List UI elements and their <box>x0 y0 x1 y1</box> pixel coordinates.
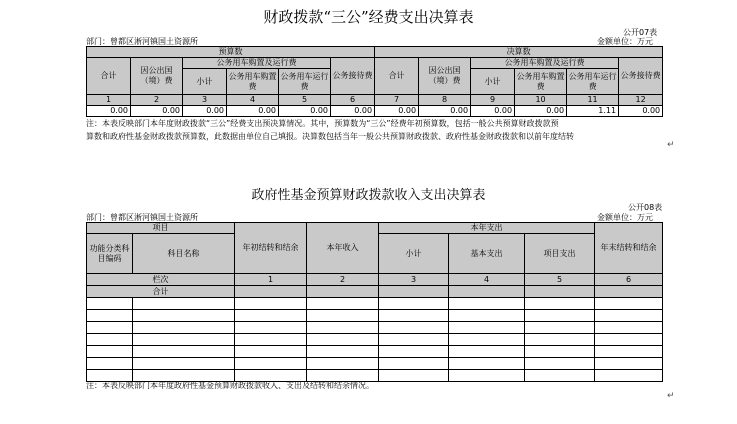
table1-dept: 部门：曾都区淅河镇国土资源所 <box>86 37 198 46</box>
col-num: 10 <box>515 95 567 106</box>
final-car-run-header: 公务用车运行费 <box>567 69 619 95</box>
col-num: 8 <box>419 95 471 106</box>
end-balance-header: 年末结转和结余 <box>595 223 663 274</box>
budget-total-header: 合计 <box>87 58 131 95</box>
budget-reception-header: 公务接待费 <box>331 58 375 95</box>
table-cell <box>379 286 449 298</box>
final-total-header: 合计 <box>375 58 419 95</box>
final-subtotal-header: 小计 <box>471 69 515 95</box>
col-num: 5 <box>279 95 331 106</box>
table1-title: 财政拨款“三公”经费支出决算表 <box>263 8 474 26</box>
paragraph-mark-icon: ↵ <box>667 391 675 401</box>
final-car-buy-header: 公务用车购置费 <box>515 69 567 95</box>
col-num: 9 <box>471 95 515 106</box>
value-cell: 0.00 <box>227 106 279 117</box>
final-reception-header: 公务接待费 <box>619 58 663 95</box>
value-cell: 0.00 <box>131 106 183 117</box>
col-num: 5 <box>525 274 595 286</box>
final-car-group-header: 公务用车购置及运行费 <box>471 58 619 69</box>
table-cell <box>449 286 525 298</box>
value-cell: 0.00 <box>419 106 471 117</box>
col-num: 12 <box>619 95 663 106</box>
final-abroad-header: 因公出国（境）费 <box>419 58 471 95</box>
col-num: 4 <box>449 274 525 286</box>
table2-dept: 部门：曾都区淅河镇国土资源所 <box>86 213 198 222</box>
col-num: 6 <box>595 274 663 286</box>
value-cell: 0.00 <box>619 106 663 117</box>
three-public-expense-table <box>86 46 663 117</box>
table-row <box>87 346 663 358</box>
col-num: 4 <box>227 95 279 106</box>
begin-balance-header: 年初结转和结余 <box>235 223 307 274</box>
col-num: 1 <box>235 274 307 286</box>
budget-abroad-header: 因公出国（境）费 <box>131 58 183 95</box>
table-cell <box>235 286 307 298</box>
table2-note: 注：本表反映部门本年度政府性基金预算财政拨款收入、支出及结转和结余情况。 <box>86 381 374 390</box>
table-row <box>87 358 663 370</box>
table1-unit: 金额单位：万元 <box>597 37 653 46</box>
subject-name-header: 科目名称 <box>133 234 235 274</box>
total-row-label: 合计 <box>87 286 235 298</box>
table1-note-line1: 注：本表反映部门本年度财政拨款“三公”经费支出预决算情况。其中，预算数为“三公”经费年初预算数，包括一般公共预算财政拨款预 <box>86 119 559 128</box>
col-num: 6 <box>331 95 375 106</box>
value-cell: 0.00 <box>471 106 515 117</box>
budget-car-buy-header: 公务用车购置费 <box>227 69 279 95</box>
col-num: 2 <box>131 95 183 106</box>
table-row <box>87 334 663 346</box>
paragraph-mark-icon: ↵ <box>667 140 675 150</box>
value-cell: 0.00 <box>279 106 331 117</box>
col-num: 11 <box>567 95 619 106</box>
col-num: 7 <box>375 95 419 106</box>
gov-fund-budget-table <box>86 222 663 382</box>
value-cell: 0.00 <box>331 106 375 117</box>
table-row <box>87 298 663 310</box>
item-header: 项目 <box>87 223 235 234</box>
budget-car-run-header: 公务用车运行费 <box>279 69 331 95</box>
final-group-header: 决算数 <box>375 47 663 58</box>
budget-car-group-header: 公务用车购置及运行费 <box>183 58 331 69</box>
value-cell: 0.00 <box>87 106 131 117</box>
func-code-header: 功能分类科目编码 <box>87 234 133 274</box>
table2-code: 公开08表 <box>628 203 663 212</box>
expense-subtotal-header: 小计 <box>379 234 449 274</box>
table-cell <box>595 286 663 298</box>
value-cell: 0.00 <box>375 106 419 117</box>
table2-unit: 金额单位：万元 <box>597 213 653 222</box>
table-cell <box>307 286 379 298</box>
col-num: 1 <box>87 95 131 106</box>
value-cell: 0.00 <box>515 106 567 117</box>
table1-code: 公开07表 <box>623 28 658 37</box>
row-no-label: 栏次 <box>87 274 235 286</box>
table1-note-line2: 算数和政府性基金财政拨款预算数，此数据由单位自己填报。决算数包括当年一般公共预算财政拨款、政府性基金财政拨款和以前年度结转 <box>86 132 574 141</box>
basic-expense-header: 基本支出 <box>449 234 525 274</box>
table-cell <box>525 286 595 298</box>
project-expense-header: 项目支出 <box>525 234 595 274</box>
expense-group-header: 本年支出 <box>379 223 595 234</box>
table-row <box>87 322 663 334</box>
value-cell: 1.11 <box>567 106 619 117</box>
col-num: 2 <box>307 274 379 286</box>
col-num: 3 <box>183 95 227 106</box>
budget-subtotal-header: 小计 <box>183 69 227 95</box>
income-header: 本年收入 <box>307 223 379 274</box>
table-row <box>87 310 663 322</box>
budget-group-header: 预算数 <box>87 47 375 58</box>
col-num: 3 <box>379 274 449 286</box>
table2-title: 政府性基金预算财政拨款收入支出决算表 <box>251 188 486 203</box>
value-cell: 0.00 <box>183 106 227 117</box>
